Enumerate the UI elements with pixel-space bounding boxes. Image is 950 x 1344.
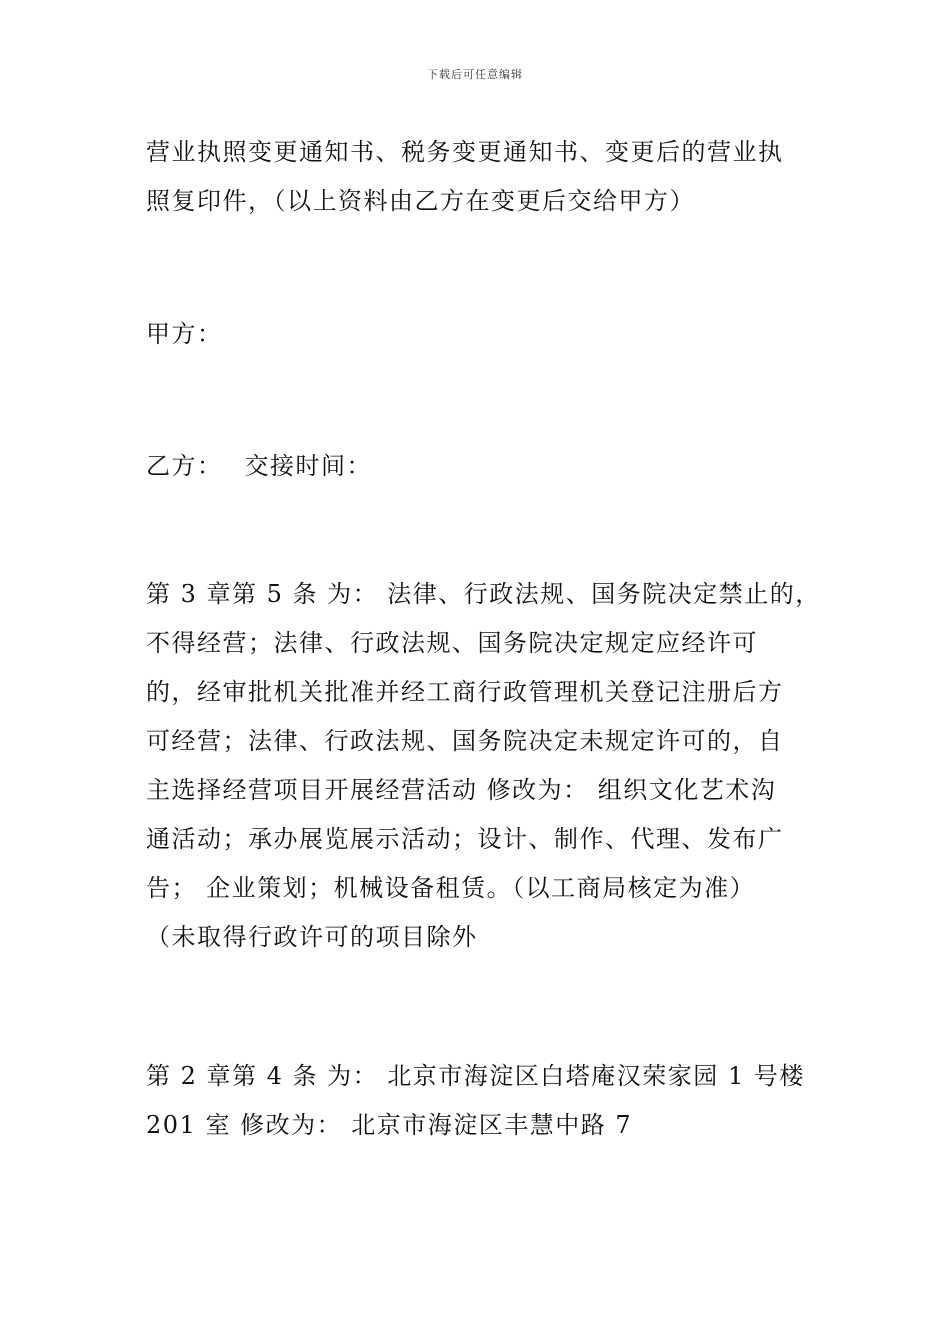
text-line: 不得经营；法律、行政法规、国务院决定规定应经许可 — [146, 629, 758, 657]
handover-time-label: 交接时间： — [244, 452, 372, 480]
article-3-5 — [146, 570, 821, 962]
party-b-line — [146, 442, 816, 491]
text-line: 201 室 修改为： 北京市海淀区丰慧中路 7 — [146, 1111, 633, 1139]
text-line: 可经营；法律、行政法规、国务院决定未规定许可的，自 — [146, 727, 784, 755]
party-a-label: 甲方： — [146, 320, 223, 348]
party-b-label: 乙方： — [146, 452, 223, 480]
text-line: 第 3 章第 5 条 为： 法律、行政法规、国务院决定禁止的， — [146, 580, 821, 608]
article-2-4 — [146, 1052, 816, 1150]
header-note: 下载后可任意编辑 — [427, 68, 523, 81]
text-line: 通活动；承办展览展示活动；设计、制作、代理、发布广 — [146, 825, 784, 853]
paragraph-materials — [146, 128, 816, 226]
party-a-row — [146, 310, 816, 359]
text-line: 照复印件，（以上资料由乙方在变更后交给甲方） — [146, 187, 695, 215]
party-b-row — [146, 442, 816, 491]
text-line: 告； 企业策划；机械设备租赁。（以工商局核定为准） — [146, 874, 756, 902]
text-line: （未取得行政许可的项目除外 — [146, 923, 478, 951]
text-line: 第 2 章第 4 条 为： 北京市海淀区白塔庵汉荣家园 1 号楼 — [146, 1062, 805, 1090]
text-line: 主选择经营项目开展经营活动 修改为： 组织文化艺术沟 — [146, 776, 777, 804]
text-line: 营业执照变更通知书、税务变更通知书、变更后的营业执 — [146, 138, 784, 166]
text-line: 的，经审批机关批准并经工商行政管理机关登记注册后方 — [146, 678, 784, 706]
